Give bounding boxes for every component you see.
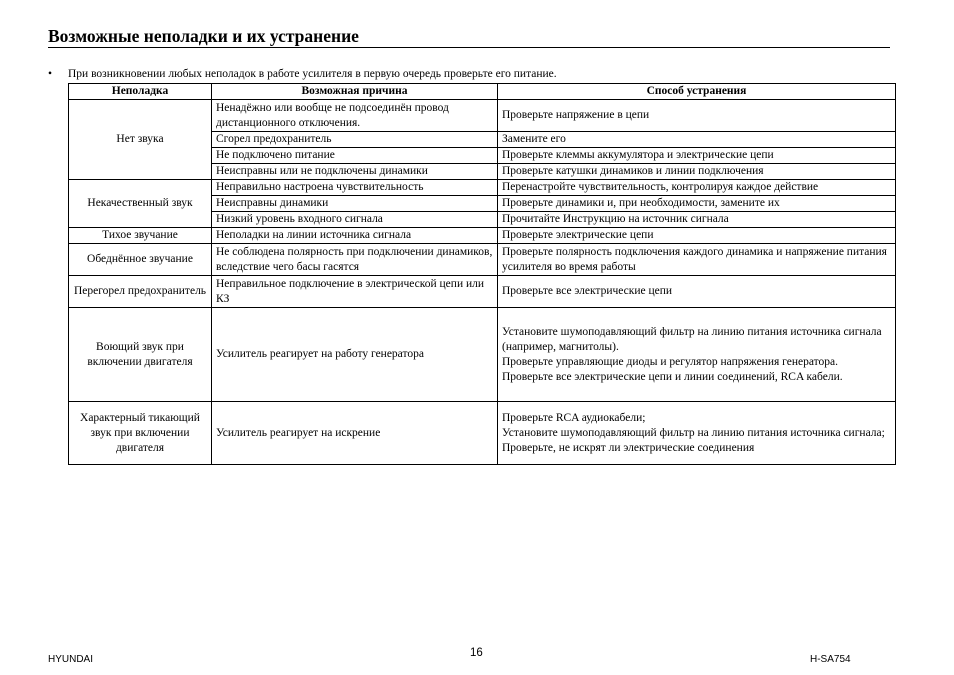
fix-line: Установите шумоподавляющий фильтр на линию питания источника сигнала;	[502, 426, 885, 439]
fix-line: Проверьте электрические цепи	[502, 229, 654, 241]
problem-cell: Тихое звучание	[69, 228, 212, 244]
footer-model: H-SA754	[810, 654, 851, 665]
cause-cell: Усилитель реагирует на работу генератора	[212, 308, 498, 402]
table-row	[69, 180, 896, 196]
problem-cell: Нет звука	[69, 100, 212, 180]
cause-cell: Не подключено питание	[212, 148, 498, 164]
fix-line: Проверьте полярность подключения каждого динамика и напряжение питания усилителя во время работы	[502, 245, 887, 273]
table-row	[69, 244, 896, 276]
fix-line: Проверьте клеммы аккумулятора и электрические цепи	[502, 149, 774, 161]
fix-cell	[498, 308, 896, 402]
table-header-row	[69, 84, 896, 100]
fix-line: Проверьте все электрические цепи	[502, 285, 673, 297]
fix-line: Прочитайте Инструкцию на источник сигнала	[502, 213, 729, 225]
cause-cell: Ненадёжно или вообще не подсоединён провод дистанционного отключения.	[212, 100, 498, 132]
table-body	[69, 100, 896, 465]
fix-cell	[498, 402, 896, 465]
troubleshooting-table	[68, 83, 896, 465]
page-number: 16	[470, 647, 483, 659]
cause-cell: Неправильное подключение в электрической цепи или КЗ	[212, 276, 498, 308]
fix-line: Проверьте управляющие диоды и регулятор напряжения генератора.	[502, 355, 838, 368]
fix-cell	[498, 100, 896, 132]
problem-cell: Характерный тикающий звук при включении двигателя	[69, 402, 212, 465]
fix-cell	[498, 180, 896, 196]
bullet-icon: •	[48, 68, 53, 80]
problem-cell: Перегорел предохранитель	[69, 276, 212, 308]
cause-cell: Неполадки на линии источника сигнала	[212, 228, 498, 244]
problem-cell: Некачественный звук	[69, 180, 212, 228]
table-row	[69, 308, 896, 402]
fix-cell	[498, 164, 896, 180]
power-check-note	[48, 67, 898, 82]
cause-cell: Неисправны динамики	[212, 196, 498, 212]
fix-line: Перенастройте чувствительность, контролируя каждое действие	[502, 181, 819, 193]
fix-cell	[498, 148, 896, 164]
fix-cell	[498, 212, 896, 228]
problem-cell: Обеднённое звучание	[69, 244, 212, 276]
table-row	[69, 276, 896, 308]
cause-cell: Низкий уровень входного сигнала	[212, 212, 498, 228]
cause-cell: Неисправны или не подключены динамики	[212, 164, 498, 180]
page-title: Возможные неполадки и их устранение	[48, 26, 890, 48]
fix-cell	[498, 132, 896, 148]
fix-cell	[498, 276, 896, 308]
footer-brand: HYUNDAI	[48, 654, 94, 665]
cause-cell: Неправильно настроена чувствительность	[212, 180, 498, 196]
fix-line: Проверьте, не искрят ли электрические соединения	[502, 441, 755, 454]
table-row	[69, 228, 896, 244]
cause-cell: Сгорел предохранитель	[212, 132, 498, 148]
header-fix: Способ устранения	[498, 84, 896, 100]
table-row	[69, 100, 896, 132]
header-problem: Неполадка	[69, 84, 212, 100]
fix-cell	[498, 196, 896, 212]
fix-line: Замените его	[502, 133, 566, 145]
fix-line: Проверьте RCA аудиокабели;	[502, 411, 646, 424]
fix-cell	[498, 228, 896, 244]
fix-cell	[498, 244, 896, 276]
fix-line: Проверьте напряжение в цепи	[502, 109, 650, 121]
fix-line: Проверьте катушки динамиков и линии подключения	[502, 165, 764, 177]
fix-line: Проверьте все электрические цепи и линии соединений, RCA кабели.	[502, 370, 843, 383]
fix-line: Установите шумоподавляющий фильтр на линию питания источника сигнала (например, магнитолы).	[502, 325, 882, 353]
cause-cell: Не соблюдена полярность при подключении динамиков, вследствие чего басы гасятся	[212, 244, 498, 276]
problem-cell: Воющий звук при включении двигателя	[69, 308, 212, 402]
fix-line: Проверьте динамики и, при необходимости, замените их	[502, 197, 780, 209]
table-row	[69, 402, 896, 465]
cause-cell: Усилитель реагирует на искрение	[212, 402, 498, 465]
header-cause: Возможная причина	[212, 84, 498, 100]
note-text: При возникновении любых неполадок в работе усилителя в первую очередь проверьте его питание.	[68, 68, 557, 80]
